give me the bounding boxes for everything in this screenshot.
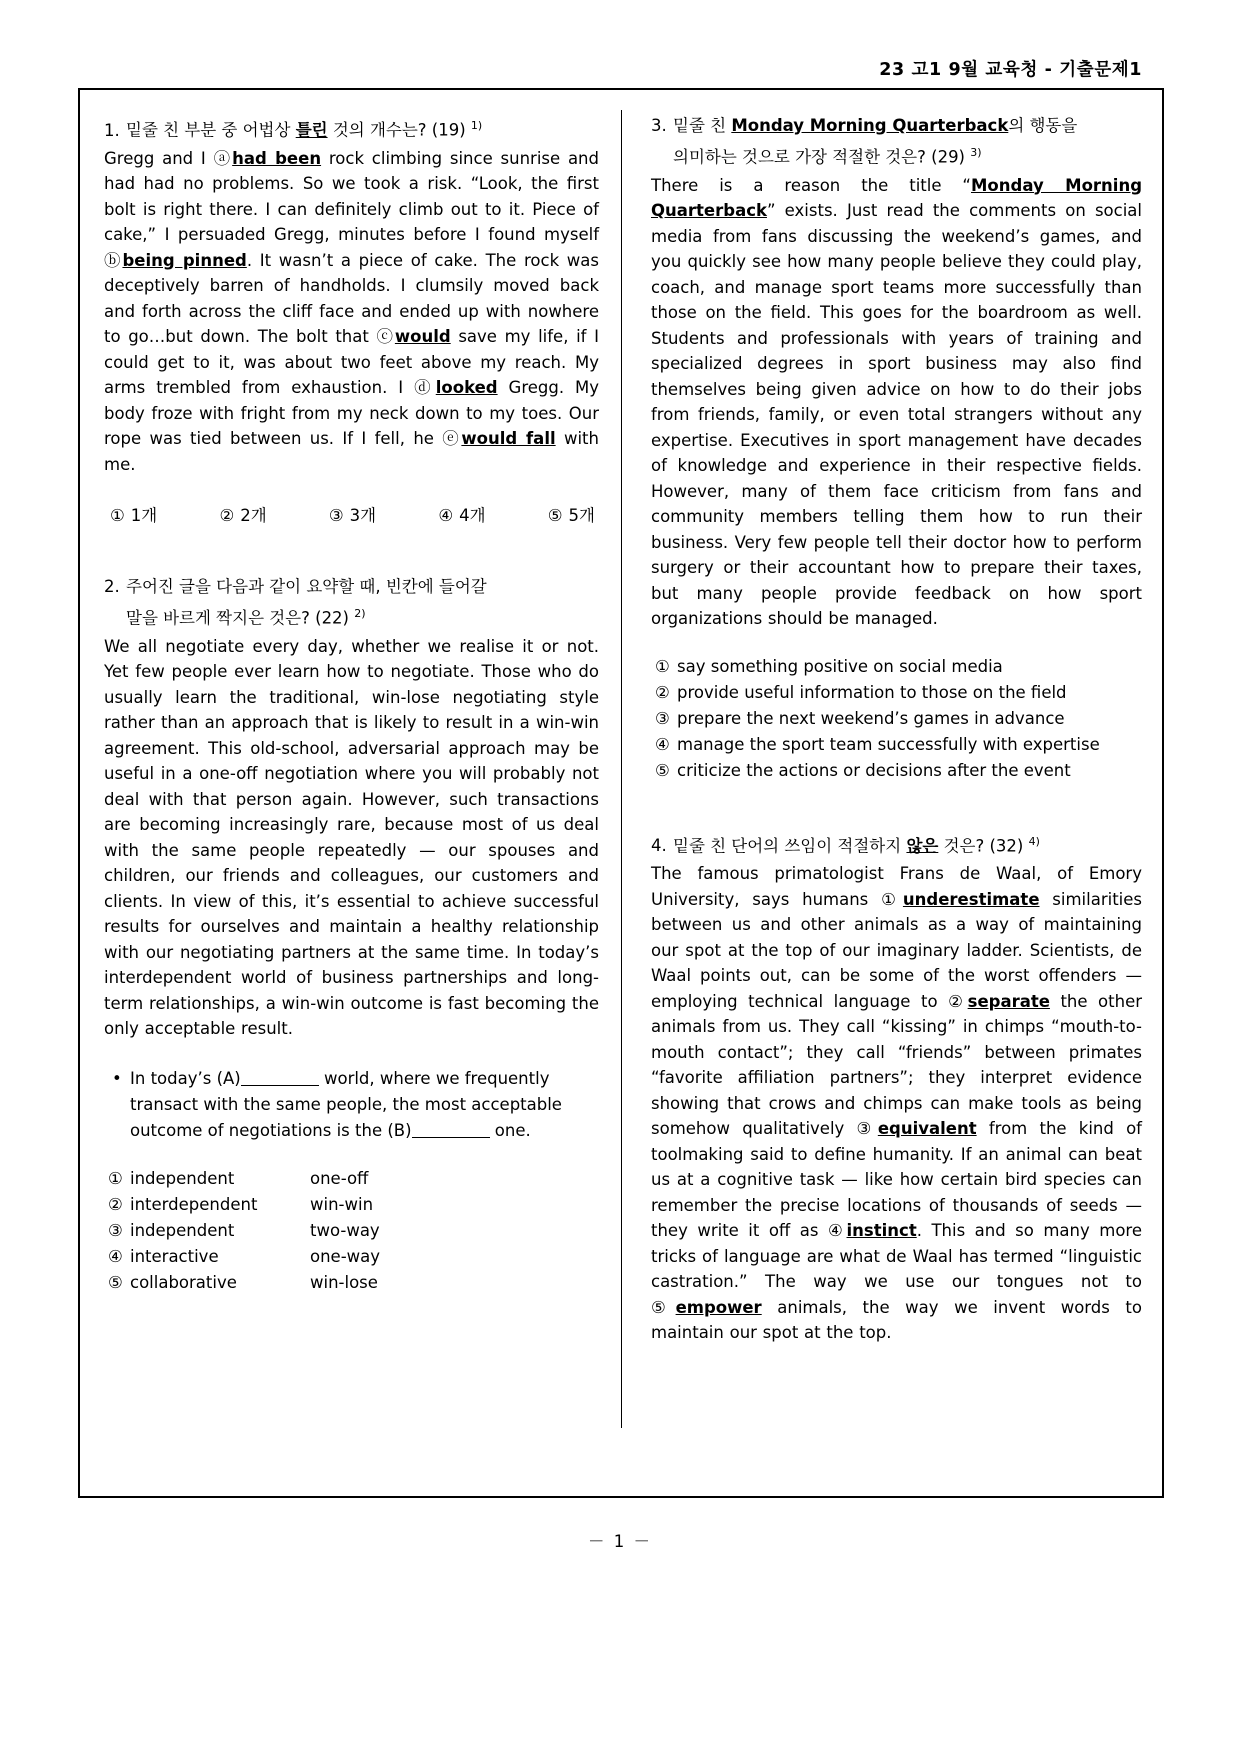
underlined-phrase: would fall — [461, 429, 556, 448]
option-marker: ③ — [328, 506, 344, 525]
question-2-prompt-line1: 주어진 글을 다음과 같이 요약할 때, 빈칸에 들어갈 — [126, 577, 487, 596]
question-1-option-1[interactable] — [110, 503, 157, 529]
question-2-number: 2. — [104, 577, 120, 596]
option-label-b: two-way — [310, 1220, 380, 1240]
choice-marker-icon: ④ — [827, 1221, 847, 1240]
question-1-option-5[interactable] — [548, 503, 595, 529]
question-3-prompt-post: 의 행동을 — [1008, 116, 1078, 135]
option-label: criticize the actions or decisions after the event — [677, 760, 1071, 780]
question-3-number: 3. — [651, 116, 667, 135]
question-4-prompt-highlight: 않은 — [906, 836, 939, 855]
question-4-prompt-post: 것은? (32) — [938, 836, 1024, 855]
choice-marker-icon: ⓐ — [213, 148, 233, 168]
question-3-prompt — [651, 112, 1142, 171]
question-1 — [104, 112, 599, 529]
question-1-option-2[interactable] — [219, 503, 266, 529]
question-3-prompt-highlight: Monday Morning Quarterback — [731, 116, 1009, 135]
left-column — [80, 112, 621, 1496]
question-3-option-2[interactable] — [655, 680, 1142, 706]
question-3-option-1[interactable] — [655, 654, 1142, 680]
option-label: say something positive on social media — [677, 656, 1003, 676]
choice-marker-icon: ② — [948, 991, 968, 1011]
option-label-a: independent — [130, 1168, 235, 1188]
question-1-prompt-highlight: 틀린 — [295, 120, 328, 140]
option-marker: ④ — [438, 506, 454, 525]
bullet-icon: • — [112, 1068, 122, 1088]
option-marker: ④ — [655, 734, 670, 754]
underlined-phrase: Monday Morning Quarterback — [651, 175, 1142, 220]
underlined-phrase: had been — [232, 148, 322, 168]
passage-text: the other animals from us. They call “kissing” in chimps “mouth-to-mouth contact”; they call “friends” between primates “favorite affiliation partners”; they interpret evidence showing that crows and chimps can make tools as being somehow qualitatively — [651, 991, 1142, 1138]
passage-text: animals, the way we invent words to maintain our spot at the top. — [651, 1297, 1142, 1342]
passage-text: . This and so many more tricks of language are what de Waal has termed “linguistic castration.” The way we use our tongues not to — [651, 1221, 1142, 1291]
choice-marker-icon: ⓑ — [104, 250, 123, 270]
summary-segment-3: one. — [489, 1120, 531, 1140]
option-marker: ② — [108, 1194, 123, 1214]
option-marker: ① — [110, 506, 125, 525]
choice-marker-icon: ① — [881, 889, 903, 909]
question-1-prompt-pre: 밑줄 친 부분 중 어법상 — [126, 120, 296, 140]
option-label: 2개 — [240, 506, 267, 525]
option-marker: ③ — [108, 1220, 123, 1240]
passage-text: Gregg and I — [104, 148, 214, 168]
underlined-phrase: equivalent — [877, 1119, 977, 1138]
content-frame — [78, 88, 1164, 1498]
option-marker: ② — [219, 506, 235, 525]
question-4-prompt-pre: 밑줄 친 단어의 쓰임이 적절하지 — [673, 836, 907, 855]
option-marker: ⑤ — [547, 506, 563, 525]
passage-text: with me. — [104, 429, 599, 474]
passage-text: . It wasn’t a piece of cake. The rock was deceptively barren of handholds. I clumsily moved back and forth across the cliff face and ended up with nowhere to go…but down. The bolt that — [104, 250, 600, 346]
option-marker: ② — [655, 682, 670, 702]
question-2-passage — [104, 634, 599, 1042]
option-label-a: independent — [130, 1220, 235, 1240]
blank-a — [241, 1085, 319, 1086]
option-marker: ④ — [108, 1246, 123, 1266]
underlined-phrase: separate — [967, 991, 1050, 1011]
question-3-prompt-line2: 의미하는 것으로 가장 적절한 것은? (29) — [673, 147, 965, 167]
passage-text: There is a reason the title “ — [651, 175, 971, 195]
underlined-phrase: instinct — [846, 1221, 917, 1240]
question-1-number: 1. — [104, 120, 120, 140]
question-3-footnote-marker: 3) — [970, 146, 982, 159]
choice-marker-icon: ⓓ — [414, 378, 436, 397]
choice-marker-icon: ⓒ — [376, 327, 395, 346]
page-header-title: 23 고1 9월 교육청 - 기출문제1 — [879, 60, 1142, 80]
question-2-option-1[interactable] — [108, 1166, 599, 1192]
question-1-option-4[interactable] — [438, 503, 485, 529]
option-label-a: interdependent — [130, 1194, 258, 1214]
passage-text: We all negotiate every day, whether we realise it or not. Yet few people ever learn how to negotiate. Those who do usually learn the traditional, win-lose negotiating style rather than an approach that is likely to result in a win-win agreement. This old-school, adversarial approach may be useful in a one-off negotiation where you will probably not deal with that person again. However, such transactions are becoming increasingly rare, because most of us deal with the same people repeatedly — our spouses and children, our friends and colleagues, our customers and clients. In view of this, it’s essential to achieve successful results for ourselves and maintain a healthy relationship with our negotiating partners at the same time. In today’s interdependent world of business partnerships and long-term relationships, a win-win outcome is fast becoming the only acceptable result. — [104, 636, 599, 1038]
underlined-phrase: being pinned — [122, 250, 247, 270]
passage-text: save my life, if I could get to it, was about two feet above my reach. My arms trembled from exhaustion. I — [104, 327, 599, 397]
underlined-phrase: looked — [435, 378, 498, 397]
choice-marker-icon: ③ — [856, 1119, 878, 1138]
question-4-prompt — [651, 828, 1142, 860]
option-label-b: one-way — [310, 1246, 381, 1266]
option-marker: ① — [108, 1168, 123, 1188]
right-column — [621, 112, 1162, 1496]
option-marker: ③ — [655, 708, 670, 728]
option-label: 3개 — [349, 506, 377, 525]
question-4-number: 4. — [651, 836, 667, 855]
option-label: provide useful information to those on the field — [677, 682, 1067, 702]
question-1-passage — [104, 146, 599, 478]
question-4-footnote-marker: 4) — [1028, 834, 1040, 848]
option-label: prepare the next weekend’s games in advance — [677, 708, 1065, 728]
question-1-options — [104, 503, 599, 529]
question-2-option-5[interactable] — [108, 1270, 599, 1296]
question-1-prompt — [104, 112, 599, 144]
summary-segment-1: In today’s (A) — [130, 1068, 241, 1088]
choice-marker-icon: ⓔ — [442, 429, 462, 448]
question-3-prompt-pre: 밑줄 친 — [673, 116, 732, 135]
question-4 — [651, 828, 1142, 1346]
option-label: 1개 — [130, 506, 158, 525]
question-2 — [104, 573, 599, 1296]
question-4-passage — [651, 861, 1142, 1346]
option-label-a: collaborative — [130, 1272, 237, 1292]
passage-text: similarities between us and other animals as a way of maintaining our spot at the top of our imaginary ladder. Scientists, de Waal points out, can be some of the worst offenders — employing technical language to — [651, 889, 1143, 1011]
question-3 — [651, 112, 1142, 784]
spacer — [651, 788, 1142, 828]
option-marker: ① — [655, 656, 670, 676]
question-2-prompt — [104, 573, 599, 632]
option-marker: ⑤ — [108, 1272, 123, 1292]
blank-b — [412, 1137, 490, 1138]
option-label: 5개 — [568, 506, 595, 525]
option-label-b: one-off — [310, 1168, 369, 1188]
option-marker: ⑤ — [655, 760, 670, 780]
option-label: 4개 — [459, 506, 486, 525]
question-1-footnote-marker: 1) — [470, 119, 483, 132]
underlined-phrase: would — [394, 327, 451, 346]
choice-marker-icon: ⑤ — [651, 1297, 676, 1317]
question-3-option-4[interactable] — [655, 732, 1142, 758]
page-number: － 1 － — [588, 1532, 652, 1551]
summary-segment-2: world, where we frequently transact with the same people, the most acceptable outcome of negotiations is the (B) — [130, 1068, 562, 1140]
question-2-option-2[interactable] — [108, 1192, 599, 1218]
question-2-options — [104, 1166, 599, 1296]
question-3-passage — [651, 173, 1142, 632]
passage-text: from the kind of toolmaking said to define humanity. If an animal can beat us at a cognitive task — like how certain bird species can remember the precise locations of thousands of seeds — they write it off as — [651, 1119, 1142, 1240]
question-3-option-3[interactable] — [655, 706, 1142, 732]
underlined-phrase: empower — [675, 1297, 762, 1317]
question-2-prompt-line2: 말을 바르게 짝지은 것은? (22) — [126, 608, 349, 628]
option-label-b: win-lose — [310, 1272, 378, 1292]
spacer — [104, 533, 599, 573]
question-1-option-3[interactable] — [329, 503, 376, 529]
question-3-options — [651, 654, 1142, 784]
passage-text: ” exists. Just read the comments on social media from fans discussing the weekend’s games, and you quickly see how many people believe they could play, coach, and manage sport teams more successfully than those on the field. This goes for the boardroom as well. Students and professionals with years of training and specialized degrees in sport business may also find themselves being given advice on how to do their jobs from friends, family, or even total strangers without any expertise. Executives in sport management have decades of knowledge and experience in their respective fields. However, many of them face criticism from fans and community members telling them how to run their business. Very few people tell their doctor how to perform surgery or their accountant how to prepare their taxes, but many people provide feedback on how sport organizations should be managed. — [651, 201, 1142, 628]
option-label-a: interactive — [130, 1246, 219, 1266]
question-3-option-5[interactable] — [655, 758, 1142, 784]
question-2-summary-box — [104, 1066, 599, 1144]
option-label: manage the sport team successfully with expertise — [677, 734, 1100, 754]
passage-text: The famous primatologist Frans de Waal, of Emory University, says humans — [651, 864, 1142, 909]
option-label-b: win-win — [310, 1194, 374, 1214]
passage-text: rock climbing since sunrise and had had no problems. So we took a risk. “Look, the first bolt is right there. I can definitely climb out to it. Piece of cake,” I persuaded Gregg, minutes before I found myself — [104, 148, 599, 244]
question-2-option-3[interactable] — [108, 1218, 599, 1244]
passage-text: Gregg. My body froze with fright from my neck down to my toes. Our rope was tied between us. If I fell, he — [104, 378, 600, 448]
question-1-prompt-post: 것의 개수는? (19) — [327, 120, 466, 140]
question-2-footnote-marker: 2) — [354, 607, 366, 620]
underlined-phrase: underestimate — [902, 889, 1040, 909]
question-2-option-4[interactable] — [108, 1244, 599, 1270]
